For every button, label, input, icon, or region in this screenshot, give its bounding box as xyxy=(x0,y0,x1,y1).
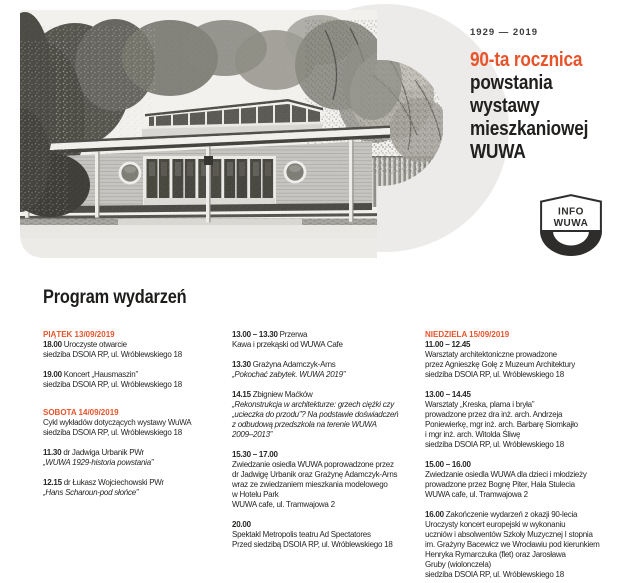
page-title: Program wydarzeń xyxy=(43,287,187,308)
event-line: z odbudową przedszkola na terenie WUWA xyxy=(232,420,377,429)
event-line: siedziba DSOIA RP, ul. Wróblewskiego 18 xyxy=(425,570,564,579)
event-block xyxy=(425,510,600,580)
day-header: NIEDZIELA 15/09/2019 xyxy=(425,330,510,339)
event-line: 2009–2013” xyxy=(232,430,273,439)
event-block xyxy=(43,370,191,390)
event-block xyxy=(425,340,600,380)
event-line: Uroczysty koncert europejski w wykonaniu xyxy=(425,520,566,529)
event-line: 13.30 Grażyna Adamczyk-Arns xyxy=(232,360,336,369)
event-line: siedziba DSOIA RP, ul. Wróblewskiego 18 xyxy=(43,350,182,359)
event-line: 15.00 – 16.00 xyxy=(425,460,471,469)
event-line: 12.15 dr Łukasz Wojciechowski PWr xyxy=(43,478,164,487)
event-line: wraz ze zwiedzaniem mieszkania modelowego xyxy=(232,480,388,489)
event-line: w Hotelu Park xyxy=(232,490,279,499)
event-line: przez Agnieszkę Golę z Muzeum Architektury xyxy=(425,360,576,369)
hero-title-line: powstania xyxy=(470,72,553,94)
event-line: Kawa i przekąski od WUWA Cafe xyxy=(232,340,343,349)
photo-grain xyxy=(20,10,443,258)
event-block xyxy=(43,418,191,438)
event-line: Warsztaty architektoniczne prowadzone xyxy=(425,350,557,359)
event-block xyxy=(43,478,191,498)
hero-title xyxy=(470,49,588,164)
event-line: Warsztaty „Kreska, plama i bryła” xyxy=(425,400,535,409)
event-line: Cykl wykładów dotyczących wystawy WuWA xyxy=(43,418,192,427)
event-line: Przed siedzibą DSOIA RP, ul. Wróblewskiego 18 xyxy=(232,540,393,549)
program-column-3 xyxy=(425,330,600,580)
event-line: 18.00 Uroczyste otwarcie xyxy=(43,340,127,349)
event-line: i mgr inż. arch. Witolda Śliwę xyxy=(425,430,521,439)
event-block xyxy=(232,360,398,380)
event-line: Zwiedzanie osiedla WUWA dla dzieci i młodzieży xyxy=(425,470,587,479)
event-line: 13.00 – 14.45 xyxy=(425,390,471,399)
event-line: Gruby (wiolonczela) xyxy=(425,560,491,569)
event-block xyxy=(425,390,600,450)
event-block xyxy=(43,340,191,360)
event-line: 13.00 – 13.30 Przerwa xyxy=(232,330,308,339)
badge-text-info: INFO xyxy=(558,206,584,218)
event-line: siedziba DSOIA RP, ul. Wróblewskiego 18 xyxy=(425,440,564,449)
event-line: „Rekonstrukcja w architekturze: grzech ciężki czy xyxy=(232,400,395,409)
event-line: 11.00 – 12.45 xyxy=(425,340,471,349)
program-column-2 xyxy=(232,330,398,550)
day-header: SOBOTA 14/09/2019 xyxy=(43,408,119,417)
event-line: WUWA cafe, ul. Tramwajowa 2 xyxy=(425,490,528,499)
event-line: im. Grażyny Bacewicz we Wrocławiu pod kierunkiem xyxy=(425,540,600,549)
hero-title-line: WUWA xyxy=(470,141,526,163)
event-line: „Hans Scharoun-pod słońce” xyxy=(43,488,139,497)
event-line: „WUWA 1929-historia powstania” xyxy=(43,458,154,467)
program-column-1 xyxy=(43,330,191,498)
hero-years: 1929 — 2019 xyxy=(470,27,539,38)
event-line: 14.15 Zbigniew Maćków xyxy=(232,390,313,399)
event-line: prowadzone przez Bognę Piter, Hala Stulecia xyxy=(425,480,575,489)
event-line: „ucieczka do przodu”? Na podstawie doświadczeń xyxy=(232,410,399,419)
event-line: siedziba DSOIA RP, ul. Wróblewskiego 18 xyxy=(43,428,182,437)
event-block xyxy=(232,450,398,510)
event-line: 19.00 Koncert „Hausmaszin” xyxy=(43,370,138,379)
event-line: Poniewierkę, mgr inż. arch. Barbarę Siomkajło xyxy=(425,420,578,429)
badge-u-shape xyxy=(540,231,602,256)
hero-title-line: wystawy xyxy=(470,95,540,117)
event-line: 20.00 xyxy=(232,520,251,529)
event-line: WUWA cafe, ul. Tramwajowa 2 xyxy=(232,500,335,509)
event-block xyxy=(232,520,398,550)
event-line: „Pokochać zabytek. WUWA 2019” xyxy=(232,370,346,379)
event-line: siedziba DSOIA RP, ul. Wróblewskiego 18 xyxy=(425,370,564,379)
event-line: Spektakl Metropolis teatru Ad Spectatores xyxy=(232,530,371,539)
event-block xyxy=(232,330,398,350)
hero-title-line: mieszkaniowej xyxy=(470,118,589,140)
event-block xyxy=(232,390,398,440)
event-block xyxy=(425,460,600,500)
event-line: dr Jadwigę Urbanik oraz Grażynę Adamczyk-Arns xyxy=(232,470,398,479)
day-header: PIĄTEK 13/09/2019 xyxy=(43,330,115,339)
info-wuwa-badge xyxy=(540,194,602,256)
wuwa-house-photo xyxy=(20,10,443,258)
event-line: prowadzone przez dra inż. arch. Andrzeja xyxy=(425,410,563,419)
event-line: 11.30 dr Jadwiga Urbanik PWr xyxy=(43,448,144,457)
badge-text-wuwa: WUWA xyxy=(553,218,589,229)
event-line: uczniów i absolwentów Szkoły Muzycznej I stopnia xyxy=(425,530,593,539)
event-line: Henryka Rymarczuka (flet) oraz Jarosława xyxy=(425,550,566,559)
event-line: siedziba DSOIA RP, ul. Wróblewskiego 18 xyxy=(43,380,182,389)
event-line: 16.00 Zakończenie wydarzeń z okazji 90-lecia xyxy=(425,510,578,519)
event-block xyxy=(43,448,191,468)
hero-title-accent: 90-ta rocznica xyxy=(470,49,583,71)
event-line: 15.30 – 17.00 xyxy=(232,450,278,459)
event-line: Zwiedzanie osiedla WUWA poprowadzone przez xyxy=(232,460,394,469)
